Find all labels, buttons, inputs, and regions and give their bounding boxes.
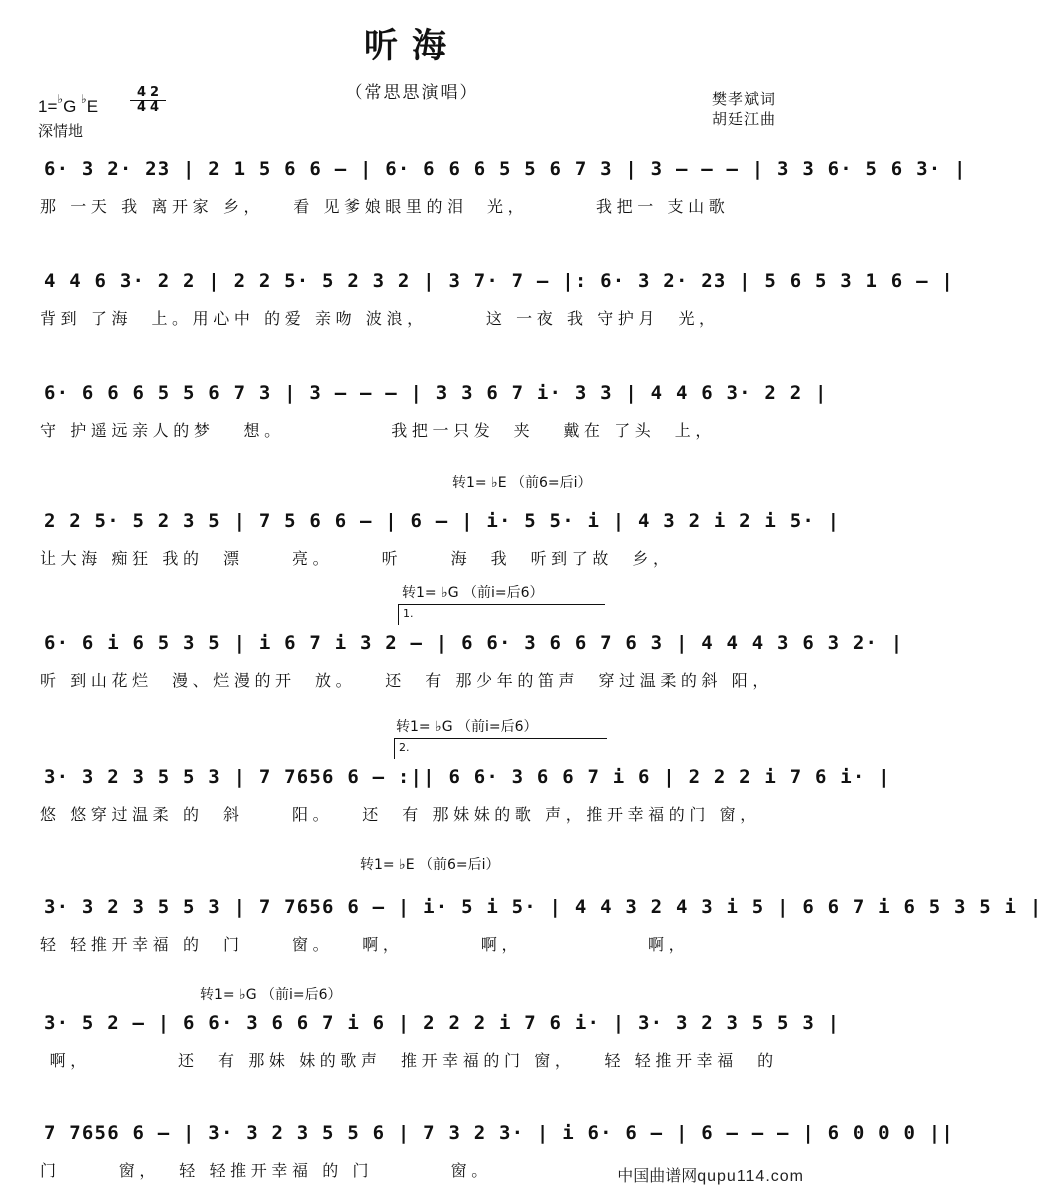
key-g: G [63, 97, 77, 116]
time-bottom-2: 4 [149, 100, 160, 115]
modulation-mark: 转1= ♭E （前6=后i） [360, 857, 500, 873]
key-signature [38, 92, 98, 117]
lyrics-line: 背到 了海 上。用心中 的爱 亲吻 波浪， 这 一夜 我 守护月 光， [40, 309, 720, 328]
lyrics-line: 听 到山花烂 漫、烂漫的开 放。 还 有 那少年的笛声 穿过温柔的斜 阳， [40, 671, 774, 690]
notes-line: 7 7656 6 — | 3· 3 2 3 5 5 6 | 7 3 2 3· | i 6· 6 — | 6 — — — | 6 0 0 0 || [44, 1122, 955, 1144]
song-title: 听海 [364, 26, 460, 66]
key-prefix: 1= [38, 97, 58, 116]
notes-line: 3· 3 2 3 5 5 3 | 7 7656 6 — | i· 5 i 5· | 4 4 3 2 4 3 i 5 | 6 6 7 i 6 5 3 5 i | [44, 896, 1042, 918]
notes-line: 6· 6 i 6 5 3 5 | i 6 7 i 3 2 — | 6 6· 3 6 6 7 6 3 | 4 4 4 3 6 3 2· | [44, 632, 904, 654]
notes-line: 4 4 6 3· 2 2 | 2 2 5· 5 2 3 2 | 3 7· 7 — |: 6· 3 2· 23 | 5 6 5 3 1 6 — | [44, 270, 955, 292]
composer-credit: 胡廷江曲 [711, 110, 776, 128]
lyrics-line: 悠 悠穿过温柔 的 斜 阳。 还 有 那妹妹的歌 声，推开幸福的门 窗， [40, 805, 761, 824]
lyrics-line: 啊， 还 有 那妹 妹的歌声 推开幸福的门 窗， 轻 轻推开幸福 的 [40, 1051, 778, 1070]
notes-line: 2 2 5· 5 2 3 5 | 7 5 6 6 — | 6 — | i· 5 5· i | 4 3 2 i 2 i 5· | [44, 510, 841, 532]
singer-note: （常思思演唱） [345, 83, 479, 103]
site-watermark [617, 1163, 804, 1186]
lyricist-credit: 樊孝斌词 [711, 90, 776, 108]
time-bottom-1: 4 [136, 100, 147, 115]
flat-sign-g: ♭ [57, 92, 64, 106]
key-e: E [86, 97, 99, 116]
notes-line: 6· 3 2· 23 | 2 1 5 6 6 — | 6· 6 6 6 5 5 6 7 3 | 3 — — — | 3 3 6· 5 6 3· | [44, 158, 967, 180]
notes-line: 3· 5 2 — | 6 6· 3 6 6 7 i 6 | 2 2 2 i 7 6 i· | 3· 3 2 3 5 5 3 | [44, 1012, 841, 1034]
modulation-mark: 转1= ♭G （前i=后6） [200, 987, 342, 1003]
time-top-1: 4 [136, 85, 147, 100]
lyrics-line: 门 窗， 轻 轻推开幸福 的 门 窗。 [40, 1161, 492, 1180]
watermark-site: qupu114.com [697, 1168, 804, 1185]
modulation-mark: 转1= ♭G （前i=后6） [396, 719, 538, 735]
flat-sign-e: ♭ [81, 92, 87, 106]
time-signature [130, 86, 166, 114]
lyrics-line: 那 一天 我 离开家 乡， 看 见爹娘眼里的泪 光， 我把一 支山歌 [40, 197, 730, 216]
lyrics-line: 守 护遥远亲人的梦 想。 我把一只发 夹 戴在 了头 上， [40, 421, 716, 440]
expression-mark: 深情地 [38, 122, 84, 140]
lyrics-line: 让大海 痴狂 我的 漂 亮。 听 海 我 听到了故 乡， [40, 549, 674, 568]
notes-line: 3· 3 2 3 5 5 3 | 7 7656 6 — :|| 6 6· 3 6 6 7 i 6 | 2 2 2 i 7 6 i· | [44, 766, 891, 788]
volta-bracket: 2. [394, 738, 607, 759]
modulation-mark: 转1= ♭G （前i=后6） [402, 585, 544, 601]
notes-line: 6· 6 6 6 5 5 6 7 3 | 3 — — — | 3 3 6 7 i· 3 3 | 4 4 6 3· 2 2 | [44, 382, 828, 404]
time-top-2: 2 [149, 85, 160, 100]
lyrics-line: 轻 轻推开幸福 的 门 窗。 啊， 啊， 啊， [40, 935, 690, 954]
modulation-mark: 转1= ♭E （前6=后i） [452, 475, 592, 491]
watermark-cn: 中国曲谱网 [617, 1166, 698, 1185]
volta-bracket: 1. [398, 604, 605, 625]
